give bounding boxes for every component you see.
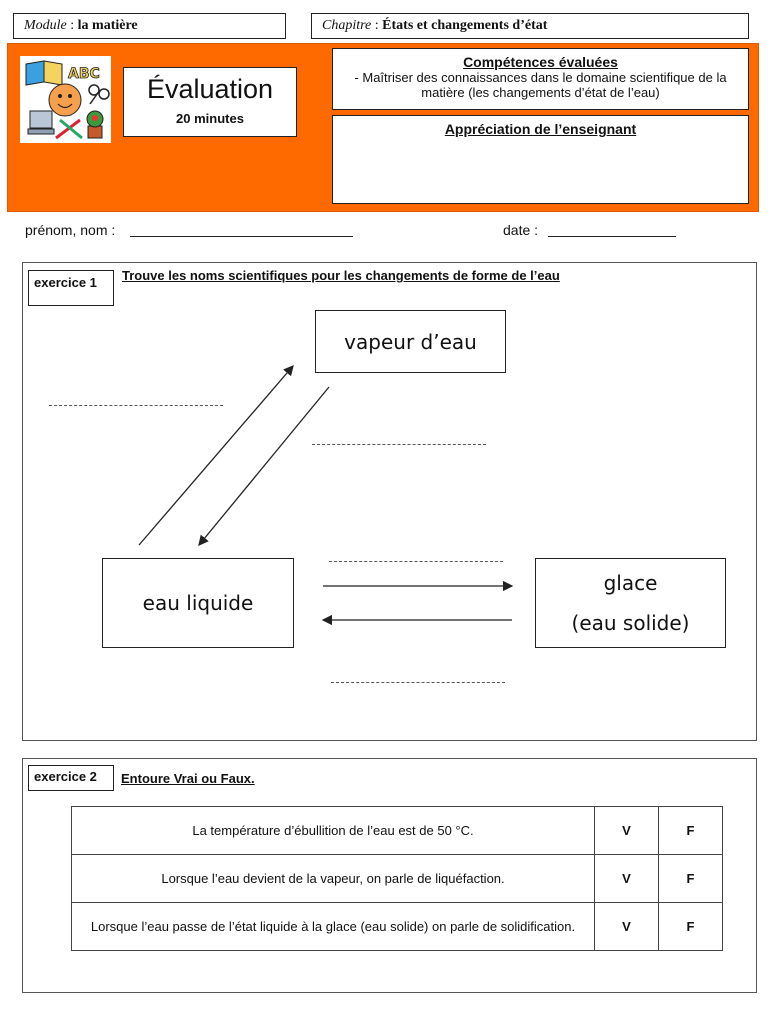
answer-line-condensation[interactable] xyxy=(312,444,486,445)
arrow-vapor-to-liquid xyxy=(199,387,329,545)
true-false-table xyxy=(71,806,723,951)
table-row xyxy=(72,855,723,903)
statement-text: Lorsque l’eau devient de la vapeur, on parle de liquéfaction. xyxy=(72,855,595,903)
evaluation-title: Évaluation xyxy=(146,74,274,104)
statement-text: La température d’ébullition de l’eau est de 50 °C. xyxy=(72,807,595,855)
module-value: la matière xyxy=(77,18,138,33)
state-liquid-label: eau liquide xyxy=(142,591,254,615)
answer-line-melting[interactable] xyxy=(331,682,505,683)
exercise2-title: Entoure Vrai ou Faux. xyxy=(121,771,255,786)
statement-text: Lorsque l’eau passe de l’état liquide à la glace (eau solide) on parle de solidification. xyxy=(72,903,595,951)
competences-heading: Compétences évaluées xyxy=(463,54,618,70)
chapter-field: Chapitre : États et changements d’état xyxy=(311,13,749,39)
true-option[interactable]: V xyxy=(595,903,659,951)
answer-line-evaporation[interactable] xyxy=(49,405,223,406)
competences-text: - Maîtriser des connaissances dans le domaine scientifique de la matière (les changements d’état de l’eau) xyxy=(354,70,727,100)
module-label: Module xyxy=(24,18,67,33)
true-option[interactable]: V xyxy=(595,807,659,855)
name-label: prénom, nom : xyxy=(25,222,116,238)
exercise2-label: exercice 2 xyxy=(28,765,114,791)
answer-line-solidification[interactable] xyxy=(329,561,503,562)
module-field: Module : la matière xyxy=(13,13,286,39)
appreciation-heading: Appréciation de l’enseignant xyxy=(444,121,637,137)
false-option[interactable]: F xyxy=(659,903,723,951)
chapter-label: Chapitre xyxy=(322,18,372,33)
date-label: date : xyxy=(503,222,539,238)
svg-text:ABC: ABC xyxy=(68,66,100,82)
table-row xyxy=(72,903,723,951)
true-option[interactable]: V xyxy=(595,855,659,903)
state-vapor-label: vapeur d’eau xyxy=(344,329,477,354)
false-option[interactable]: F xyxy=(659,855,723,903)
exercise1-label: exercice 1 xyxy=(28,270,114,306)
table-row xyxy=(72,807,723,855)
evaluation-duration: 20 minutes xyxy=(176,111,244,126)
exercise1-title: Trouve les noms scientifiques pour les changements de forme de l’eau xyxy=(122,268,560,283)
arrow-liquid-to-vapor xyxy=(139,366,293,545)
state-ice-label: glace xyxy=(603,571,658,595)
false-option[interactable]: F xyxy=(659,807,723,855)
state-ice-sublabel: (eau solide) xyxy=(571,611,690,635)
chapter-value: États et changements d’état xyxy=(382,18,548,33)
